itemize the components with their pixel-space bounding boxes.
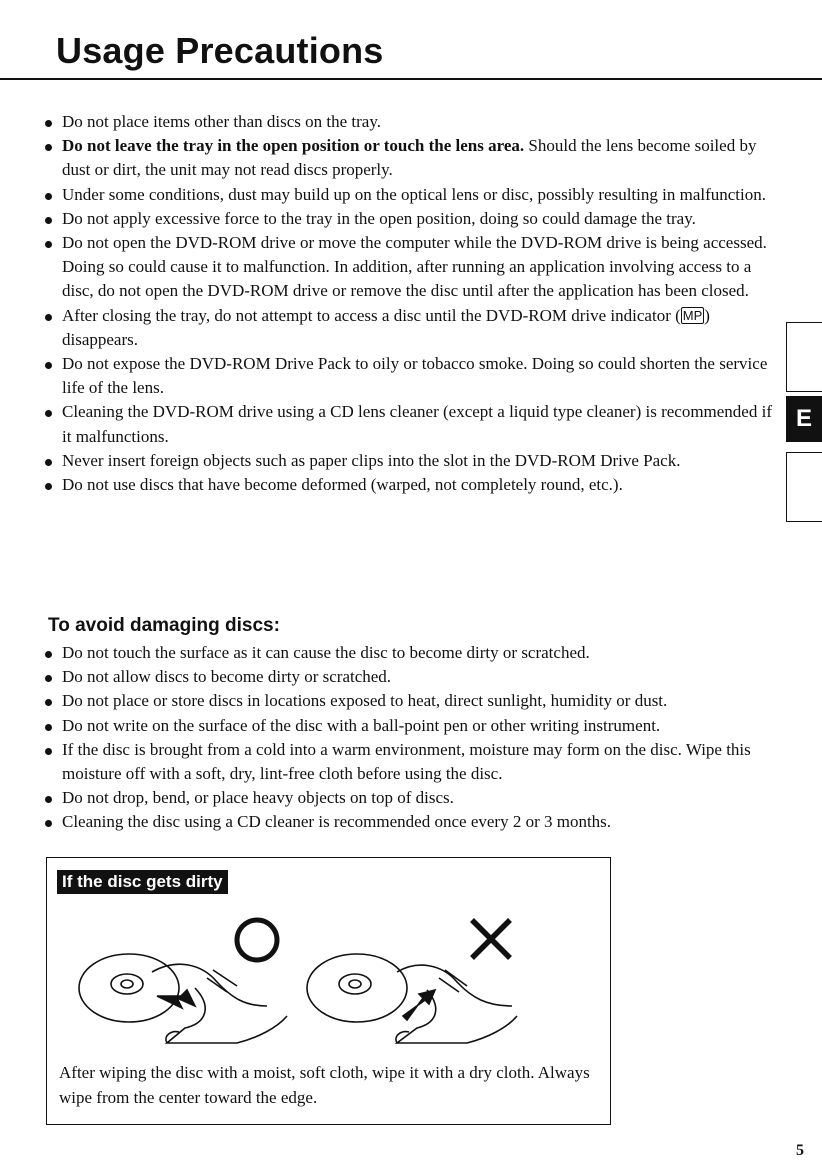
section-tab-frame-upper (786, 322, 822, 392)
list-item: Do not write on the surface of the disc with a ball-point pen or other writing instrument. (44, 714, 784, 738)
list-item-text: After closing the tray, do not attempt to access a disc until the DVD-ROM drive indicator ( (62, 305, 681, 325)
title-underline (0, 78, 822, 80)
list-item-bold-text: Do not leave the tray in the open position or touch the lens area. (62, 136, 525, 156)
list-item: If the disc is brought from a cold into a warm environment, moisture may form on the disc. Wipe this moisture off with a soft, dry, lint-free cloth before using the disc. (44, 738, 784, 786)
section-tab-e: E (786, 396, 822, 442)
list-item-text: Under some conditions, dust may build up on the optical lens or disc, possibly resulting in malfunction. (62, 184, 766, 204)
list-item-text: ) disappears. (62, 305, 710, 349)
hand-icon (396, 965, 517, 1043)
list-item-text: Cleaning the DVD-ROM drive using a CD lens cleaner (except a liquid type cleaner) is recommended if it malfunctions. (62, 402, 772, 446)
section-heading-discs: To avoid damaging discs: (48, 615, 280, 636)
list-item (44, 207, 784, 231)
list-item-text: Never insert foreign objects such as paper clips into the slot in the DVD-ROM Drive Pack. (62, 450, 681, 470)
list-item (44, 231, 784, 304)
list-item: Cleaning the disc using a CD cleaner is recommended once every 2 or 3 months. (44, 810, 784, 834)
list-item-text: Do not use discs that have become deformed (warped, not completely round, etc.). (62, 475, 623, 495)
circle-correct-icon (237, 920, 277, 960)
list-item (44, 183, 784, 207)
list-item (44, 110, 784, 134)
dirty-disc-box (46, 857, 611, 1125)
section-tab-frame-lower (786, 452, 822, 522)
list-item: Do not drop, bend, or place heavy objects on top of discs. (44, 786, 784, 810)
page-number: 5 (796, 1142, 804, 1159)
list-item (44, 134, 784, 182)
list-item: Do not place or store discs in locations exposed to heat, direct sunlight, humidity or dust. (44, 689, 784, 713)
box-caption: After wiping the disc with a moist, soft cloth, wipe it with a dry cloth. Always wipe from the center toward the edge. (59, 1063, 590, 1107)
disc-icon (307, 954, 407, 1022)
list-item-text: Do not apply excessive force to the tray in the open position, doing so could damage the tray. (62, 208, 696, 228)
disc-icon (79, 954, 179, 1022)
double-arrow-icon (403, 990, 435, 1020)
x-incorrect-icon (472, 920, 510, 958)
list-item (44, 352, 784, 400)
drive-indicator-icon: MP (682, 307, 703, 323)
precautions-list (44, 110, 784, 497)
page-title: Usage Precautions (56, 30, 384, 71)
list-item-text: Should the lens become soiled by dust or dirt, the unit may not read discs properly. (62, 136, 757, 180)
list-item-text: Do not expose the DVD-ROM Drive Pack to oily or tobacco smoke. Doing so could shorten the service life of the lens. (62, 354, 768, 398)
direction-arrow-icon (157, 990, 195, 1008)
list-item (44, 449, 784, 473)
list-item (44, 304, 784, 352)
box-label: If the disc gets dirty (57, 870, 228, 894)
disc-wiping-illustration (67, 898, 587, 1068)
list-item (44, 473, 784, 497)
disc-care-list (44, 641, 784, 835)
list-item-text: Do not place items other than discs on the tray. (62, 112, 381, 131)
list-item: Do not allow discs to become dirty or scratched. (44, 665, 784, 689)
list-item: Do not touch the surface as it can cause the disc to become dirty or scratched. (44, 641, 784, 665)
list-item (44, 400, 784, 448)
list-item-text: Do not open the DVD-ROM drive or move the computer while the DVD-ROM drive is being accessed. Doing so could cause it to malfunction. In addition, after running an application involving access to a disc, do not open the DVD-ROM drive or remove the disc until after the application has been closed. (62, 233, 767, 301)
